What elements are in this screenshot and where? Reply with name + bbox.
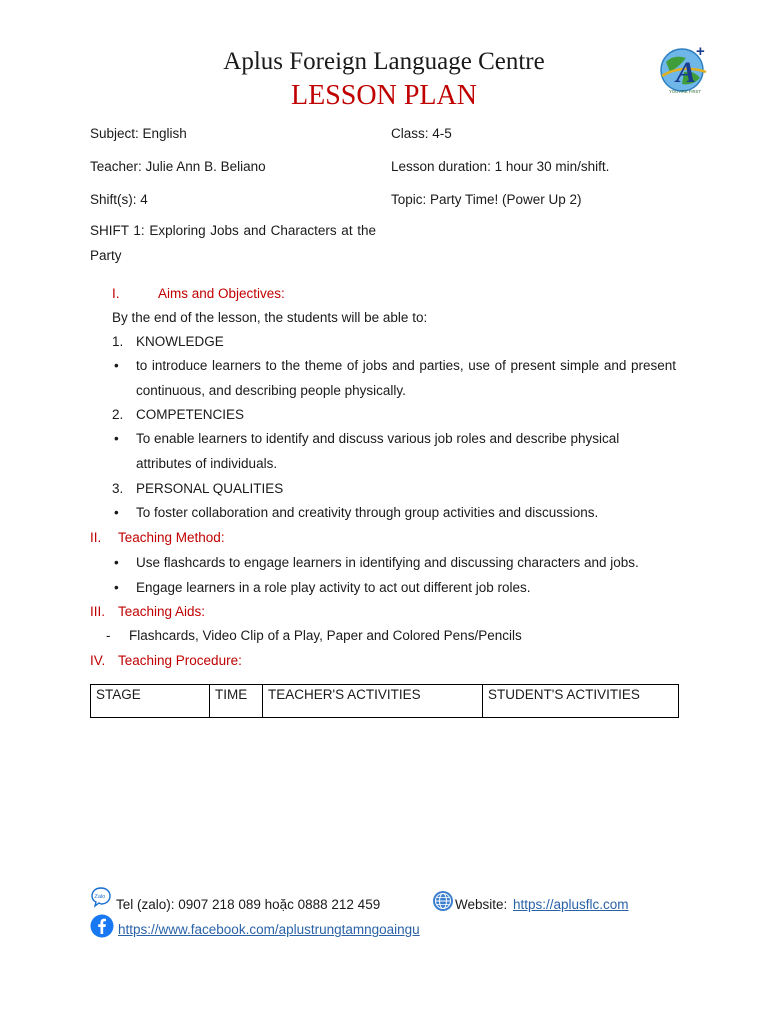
aids-dash: - xyxy=(106,628,111,643)
facebook-icon xyxy=(90,914,114,938)
aplus-logo-icon xyxy=(656,42,712,96)
table-row xyxy=(91,685,679,718)
qualities-heading: PERSONAL QUALITIES xyxy=(136,481,284,496)
col-teacher-activities: TEACHER'S ACTIVITIES xyxy=(263,685,483,718)
col-stage: STAGE xyxy=(91,685,210,718)
svg-text:Zalo: Zalo xyxy=(94,894,106,900)
knowledge-bullet: • to introduce learners to the theme of jobs and parties, use of present simple and present continuous, and describing people physically. xyxy=(136,353,676,403)
competencies-heading: COMPETENCIES xyxy=(136,407,245,422)
org-name: Aplus Foreign Language Centre xyxy=(223,48,545,75)
aids-heading: Teaching Aids: xyxy=(118,604,206,619)
method-heading: Teaching Method: xyxy=(118,530,225,545)
website-label: Website: xyxy=(455,897,508,912)
procedure-heading: Teaching Procedure: xyxy=(118,653,242,668)
duration-field: Lesson duration: 1 hour 30 min/shift. xyxy=(391,159,610,174)
globe-icon xyxy=(432,890,454,912)
knowledge-heading: KNOWLEDGE xyxy=(136,334,224,349)
logo-plus: + xyxy=(696,43,705,60)
subject-field: Subject: English xyxy=(90,126,187,141)
aids-numeral: III. xyxy=(90,604,106,619)
shift-title: SHIFT 1: Exploring Jobs and Characters at the Party xyxy=(90,223,376,263)
teacher-field: Teacher: Julie Ann B. Beliano xyxy=(90,159,266,174)
method-bullet: • Engage learners in a role play activity to act out different job roles. xyxy=(136,580,676,595)
aims-intro: By the end of the lesson, the students will be able to: xyxy=(112,310,428,325)
topic-field: Topic: Party Time! (Power Up 2) xyxy=(391,192,582,207)
qualities-bullet: • To foster collaboration and creativity through group activities and discussions. xyxy=(136,500,676,525)
col-student-activities: STUDENT'S ACTIVITIES xyxy=(483,685,679,718)
zalo-icon xyxy=(90,886,112,908)
col-time: TIME xyxy=(210,685,263,718)
competencies-bullet: • To enable learners to identify and discuss various job roles and describe physical attributes of individuals. xyxy=(136,426,676,476)
item-num: 3. xyxy=(112,481,124,496)
logo-motto: YOU ARE FIRST xyxy=(669,89,701,94)
footer-tel: Tel (zalo): 0907 218 089 hoặc 0888 212 459 xyxy=(116,897,381,912)
facebook-link[interactable]: https://www.facebook.com/aplustrungtamngoaingu xyxy=(118,922,420,937)
item-num: 2. xyxy=(112,407,124,422)
aids-item: Flashcards, Video Clip of a Play, Paper and Colored Pens/Pencils xyxy=(129,628,522,643)
logo-letter: A xyxy=(676,56,697,89)
website-link[interactable]: https://aplusflc.com xyxy=(513,897,629,912)
procedure-table xyxy=(90,684,679,718)
method-numeral: II. xyxy=(90,530,102,545)
procedure-numeral: IV. xyxy=(90,653,106,668)
page-title: LESSON PLAN xyxy=(291,80,477,111)
aims-numeral: I. xyxy=(112,286,120,301)
item-num: 1. xyxy=(112,334,124,349)
class-field: Class: 4-5 xyxy=(391,126,452,141)
shifts-field: Shift(s): 4 xyxy=(90,192,148,207)
method-bullet: • Use flashcards to engage learners in identifying and discussing characters and jobs. xyxy=(136,555,676,570)
aims-heading: Aims and Objectives: xyxy=(158,286,285,301)
